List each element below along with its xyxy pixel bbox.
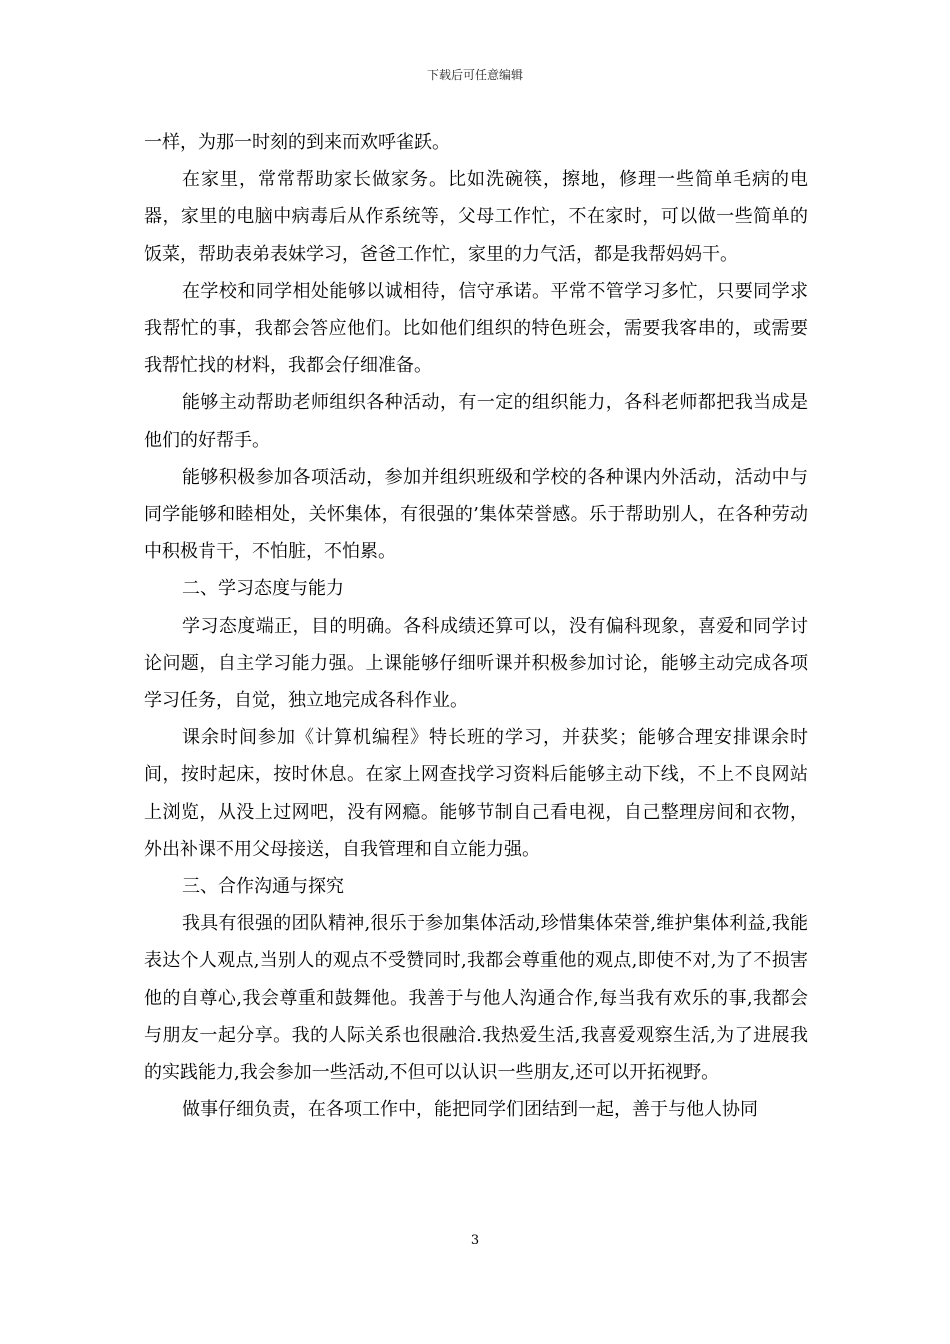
paragraph: 课余时间参加《计算机编程》特长班的学习，并获奖；能够合理安排课余时间，按时起床，按时休息。在家上网查找学习资料后能够主动下线，不上不良网站上浏览，从没上过网吧，没有网瘾。能够节制自己看电视，自己整理房间和衣物，外出补课不用父母接送，自我管理和自立能力强。 bbox=[144, 727, 808, 860]
paragraph: 在学校和同学相处能够以诚相待，信守承诺。平常不管学习多忙，只要同学求我帮忙的事，我都会答应他们。比如他们组织的特色班会，需要我客串的，或需要我帮忙找的材料，我都会仔细准备。 bbox=[144, 280, 808, 377]
paragraph: 学习态度端正，目的明确。各科成绩还算可以，没有偏科现象，喜爱和同学讨论问题，自主学习能力强。上课能够仔细听课并积极参加讨论，能够主动完成各项学习任务，自觉，独立地完成各科作业。 bbox=[144, 615, 808, 712]
section-heading: 三、合作沟通与探究 bbox=[182, 876, 344, 898]
paragraph: 在家里，常常帮助家长做家务。比如洗碗筷，擦地，修理一些简单毛病的电器，家里的电脑中病毒后从作系统等，父母工作忙，不在家时，可以做一些简单的饭菜，帮助表弟表妹学习，爸爸工作忙，家里的力气活，都是我帮妈妈干。 bbox=[144, 169, 808, 265]
page-header: 下载后可任意编辑 bbox=[426, 68, 523, 82]
paragraph: 一样，为那一时刻的到来而欢呼雀跃。 bbox=[144, 132, 450, 153]
document-body bbox=[144, 124, 808, 1128]
paragraph: 能够积极参加各项活动，参加并组织班级和学校的各种课内外活动，活动中与同学能够和睦相处，关怀集体，有很强的’集体荣誉感。乐于帮助别人，在各种劳动中积极肯干，不怕脏，不怕累。 bbox=[144, 466, 808, 563]
paragraph: 能够主动帮助老师组织各种活动，有一定的组织能力，各科老师都把我当成是他们的好帮手。 bbox=[144, 392, 808, 451]
page-number: 3 bbox=[470, 1233, 480, 1248]
section-heading: 二、学习态度与能力 bbox=[182, 578, 344, 600]
paragraph: 我具有很强的团队精神,很乐于参加集体活动,珍惜集体荣誉,维护集体利益,我能表达个人观点,当别人的观点不受赞同时,我都会尊重他的观点,即使不对,为了不损害他的自尊心,我会尊重和鼓舞他。我善于与他人沟通合作,每当我有欢乐的事,我都会与朋友一起分享。我的人际关系也很融洽.我热爱生活,我喜爱观察生活,为了进展我的实践能力,我会参加一些活动,不但可以认识一些朋友,还可以开拓视野。 bbox=[144, 913, 808, 1084]
paragraph: 做事仔细负责，在各项工作中，能把同学们团结到一起，善于与他人协同 bbox=[182, 1099, 758, 1121]
